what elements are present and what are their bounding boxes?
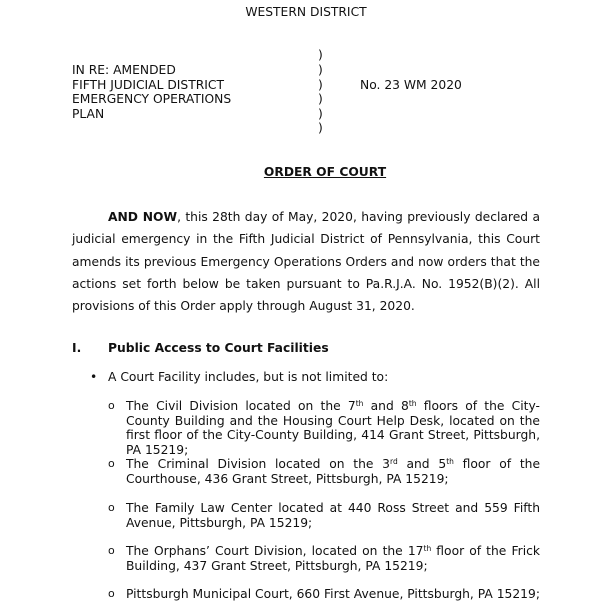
list-item-family: o The Family Law Center located at 440 Ross Street and 559 Fifth Avenue, Pittsburgh, PA 15219;	[108, 501, 540, 530]
caption-paren: )	[318, 121, 323, 135]
section-title: Public Access to Court Facilities	[108, 341, 329, 355]
district-header: WESTERN DISTRICT	[245, 5, 367, 19]
caption-line-3: EMERGENCY OPERATIONS	[72, 92, 232, 106]
hollow-circle-bullet-icon: o	[108, 544, 115, 557]
caption-paren: )	[318, 48, 323, 62]
bullet-item	[90, 370, 388, 384]
caption-paren: )	[318, 92, 323, 106]
intro-lead: AND NOW	[108, 210, 178, 224]
caption-line-1: IN RE: AMENDED	[72, 63, 176, 77]
bullet-icon: •	[90, 370, 98, 384]
hollow-circle-bullet-icon: o	[108, 501, 115, 514]
intro-paragraph	[72, 206, 540, 317]
caption-paren: )	[318, 63, 323, 77]
list-item-criminal: o The Criminal Division located on the 3rd and 5th floor of the Courthouse, 436 Grant Street, Pittsburgh, PA 15219;	[108, 457, 541, 486]
document-title: ORDER OF COURT	[263, 165, 387, 179]
hollow-circle-bullet-icon: o	[108, 457, 115, 470]
caption-paren: )	[318, 107, 323, 121]
list-item-municipal: o Pittsburgh Municipal Court, 660 First Avenue, Pittsburgh, PA 15219;	[108, 587, 540, 601]
caption-paren: )	[318, 78, 323, 92]
hollow-circle-bullet-icon: o	[108, 399, 115, 412]
section-heading	[72, 341, 329, 355]
list-item-orphans: o The Orphans’ Court Division, located on the 17th floor of the Frick Building, 437 Grant Street, Pittsburgh, PA 15219;	[108, 544, 540, 573]
bullet-text: A Court Facility includes, but is not limited to:	[108, 370, 389, 384]
caption-line-2: FIFTH JUDICIAL DISTRICT	[72, 78, 225, 92]
list-item-civil: o The Civil Division located on the 7th and 8th floors of the City-County Building and the Housing Court Help Desk, located on the first floor of the City-County Building, 414 Grant Street, Pittsburgh, PA 15219;	[108, 399, 540, 457]
hollow-circle-bullet-icon: o	[108, 587, 115, 600]
caption-line-4: PLAN	[72, 107, 105, 121]
docket-number: No. 23 WM 2020	[360, 78, 462, 92]
section-number: I.	[72, 341, 82, 355]
intro-text: , this 28th day of May, 2020, having previously declared a judicial emergency in the Fifth Judicial District of Pennsylvania, this Court amends its previous Emergency Operations Orders and now orders that the actions set forth below be taken pursuant to Pa.R.J.A. No. 1952(B)(2). All provisions of this Order apply through August 31, 2020.	[72, 210, 540, 314]
